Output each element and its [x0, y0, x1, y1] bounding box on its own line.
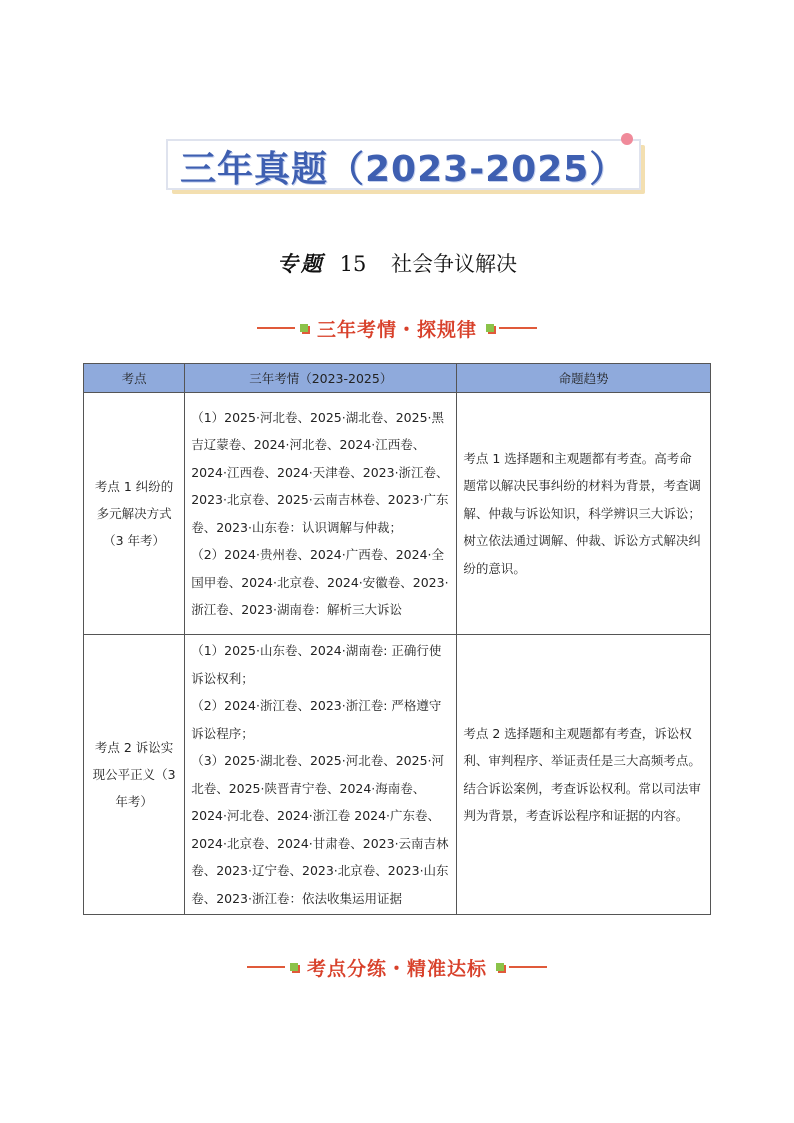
heading-left-line	[257, 327, 295, 329]
exam-table	[83, 363, 711, 915]
header-trend: 命题趋势	[457, 364, 711, 393]
topic-name: 社会争议解决	[391, 252, 518, 276]
header-history: 三年考情（2023-2025）	[185, 364, 457, 393]
row-history	[185, 393, 457, 635]
topic-title	[0, 248, 794, 278]
row-trend: 考点 2 选择题和主观题都有考查，诉讼权利、审判程序、举证责任是三大高频考点。结合诉讼案例，考查诉讼权利。常以司法审判为背景，考查诉讼程序和证据的内容。	[457, 635, 711, 915]
heading-right-square	[486, 324, 494, 332]
history-item: （1）2025·河北卷、2025·湖北卷、2025·黑吉辽蒙卷、2024·河北卷、2024·江西卷、2024·江西卷、2024·天津卷、2023·浙江卷、2023·北京卷、2025·云南吉林卷、2023·广东卷、2023·山东卷：认识调解与仲裁；	[191, 409, 449, 535]
row-point: 考点 1 纠纷的多元解决方式（3 年考）	[84, 393, 185, 635]
section-heading-regularity	[0, 313, 794, 343]
table-header-row	[84, 364, 711, 393]
section-label: 三年考情・探规律	[316, 318, 477, 341]
history-item: （1）2025·山东卷、2024·湖南卷: 正确行使诉讼权利；	[191, 643, 442, 686]
table-row	[84, 393, 711, 635]
row-point: 考点 2 诉讼实现公平正义（3 年考）	[84, 635, 185, 915]
row-trend: 考点 1 选择题和主观题都有考查。高考命题常以解决民事纠纷的材料为背景，考查调解、仲裁与诉讼知识，科学辨识三大诉讼；树立依法通过调解、仲裁、诉讼方式解决纠纷的意识。	[457, 393, 711, 635]
heading-left-square	[300, 324, 308, 332]
heading-left-line	[247, 966, 285, 968]
topic-number: 15	[339, 252, 367, 276]
heading-left-square	[290, 963, 298, 971]
history-item: （2）2024·贵州卷、2024·广西卷、2024·全国甲卷、2024·北京卷、2024·安徽卷、2023·浙江卷、2023·湖南卷：解析三大诉讼	[191, 547, 449, 617]
topic-prefix: 专题	[276, 251, 325, 276]
history-item: （2）2024·浙江卷、2023·浙江卷: 严格遵守诉讼程序；	[191, 698, 442, 741]
header-point: 考点	[84, 364, 185, 393]
heading-right-line	[509, 966, 547, 968]
table-row	[84, 635, 711, 915]
row-history	[185, 635, 457, 915]
title-banner	[166, 139, 641, 190]
heading-right-square	[496, 963, 504, 971]
history-item: （3）2025·湖北卷、2025·河北卷、2025·河北卷、2025·陕晋青宁卷、2024·海南卷、2024·河北卷、2024·浙江卷 2024·广东卷、2024·北京卷、2024·甘肃卷、2023·云南吉林卷、2023·辽宁卷、2023·北京卷、2023·山东卷、2023·浙江卷：依法收集运用证据	[191, 753, 449, 906]
banner-title: 三年真题（2023-2025）	[180, 149, 627, 190]
section-label: 考点分练・精准达标	[306, 957, 487, 980]
section-heading-practice	[0, 952, 794, 982]
banner-dot	[621, 133, 633, 145]
heading-right-line	[499, 327, 537, 329]
